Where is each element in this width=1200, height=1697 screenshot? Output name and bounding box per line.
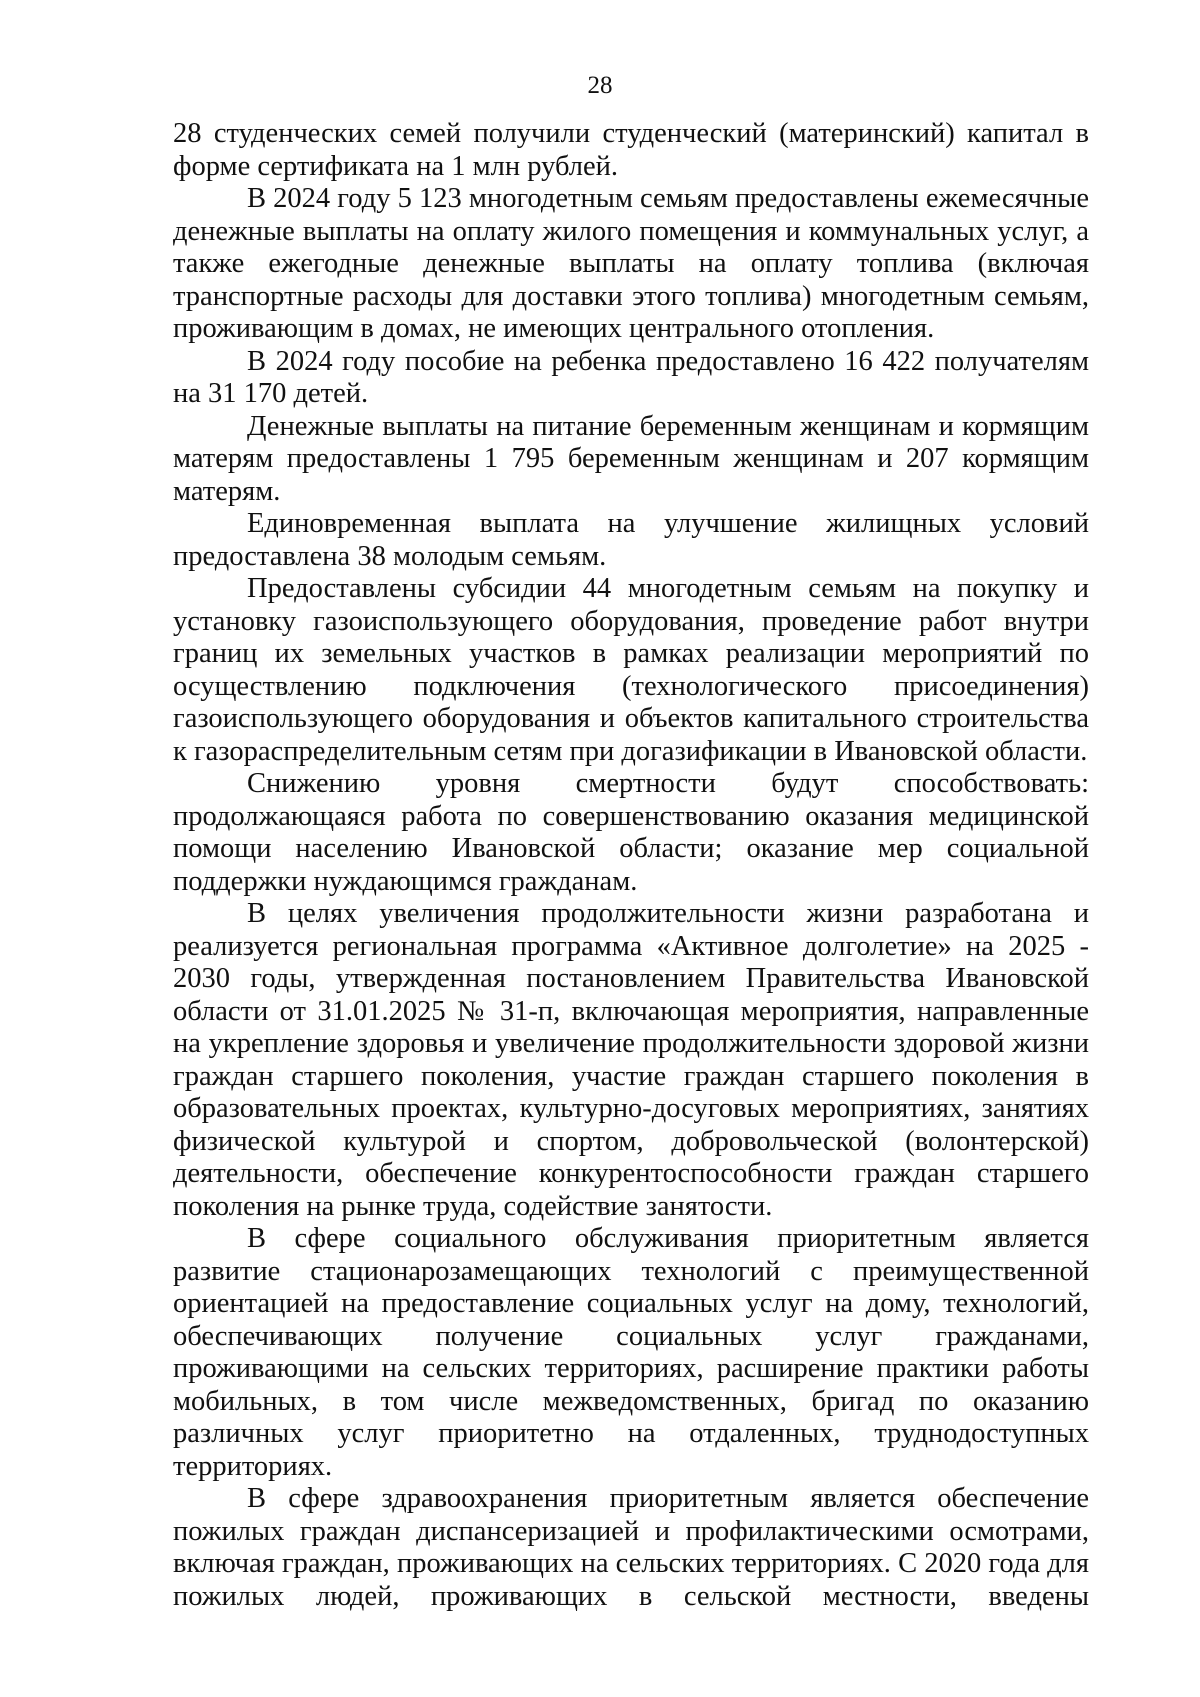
paragraph-large-families-payments: В 2024 году 5 123 многодетным семьям предоставлены ежемесячные денежные выплаты на оплату жилого помещения и коммунальных услуг, а также ежегодные денежные выплаты на оплату топлива (включая транспортные расходы для доставки этого топлива) многодетным семьям, проживающим в домах, не имеющих центрального отопления.	[173, 183, 1089, 344]
page-number: 28	[587, 72, 613, 99]
paragraph-active-longevity: В целях увеличения продолжительности жизни разработана и реализуется региональная программа «Активное долголетие» на 2025 - 2030 годы, утвержденная постановлением Правительства Ивановской области от 31.01.2025 № 31-п, включающая мероприятия, направленные на укрепление здоровья и увеличение продолжительности здоровой жизни граждан старшего поколения, участие граждан старшего поколения в образовательных проектах, культурно-досуговых мероприятиях, занятиях физической культурой и спортом, добровольческой (волонтерской) деятельности, обеспечение конкурентоспособности граждан старшего поколения на рынке труда, содействие занятости.	[173, 898, 1089, 1222]
paragraph-mortality-reduction: Снижению уровня смертности будут способствовать: продолжающаяся работа по совершенствованию оказания медицинской помощи населению Ивановской области; оказание мер социальной поддержки нуждающимся гражданам.	[173, 768, 1089, 897]
document-body	[173, 118, 1089, 1613]
paragraph-social-services: В сфере социального обслуживания приоритетным является развитие стационарозамещающих технологий с преимущественной ориентацией на предоставление социальных услуг на дому, технологий, обеспечивающих получение социальных услуг гражданами, проживающими на сельских территориях, расширение практики работы мобильных, в том числе межведомственных, бригад по оказанию различных услуг приоритетно на отдаленных, труднодоступных территориях.	[173, 1223, 1089, 1482]
paragraph-healthcare: В сфере здравоохранения приоритетным является обеспечение пожилых граждан диспансеризацией и профилактическими осмотрами, включая граждан, проживающих на сельских территориях. С 2020 года для пожилых людей, проживающих в сельской местности, введены	[173, 1483, 1089, 1612]
paragraph-gas-subsidies: Предоставлены субсидии 44 многодетным семьям на покупку и установку газоиспользующего оборудования, проведение работ внутри границ их земельных участков в рамках реализации мероприятий по осуществлению подключения (технологического присоединения) газоиспользующего оборудования и объектов капитального строительства к газораспределительным сетям при догазификации в Ивановской области.	[173, 573, 1089, 767]
paragraph-child-allowance: В 2024 году пособие на ребенка предоставлено 16 422 получателям на 31 170 детей.	[173, 345, 1089, 409]
paragraph-pregnant-women-payments: Денежные выплаты на питание беременным женщинам и кормящим матерям предоставлены 1 795 беременным женщинам и 207 кормящим матерям.	[173, 410, 1089, 507]
paragraph-student-families: 28 студенческих семей получили студенческий (материнский) капитал в форме сертификата на 1 млн рублей.	[173, 118, 1089, 182]
paragraph-housing-payment: Единовременная выплата на улучшение жилищных условий предоставлена 38 молодым семьям.	[173, 508, 1089, 572]
